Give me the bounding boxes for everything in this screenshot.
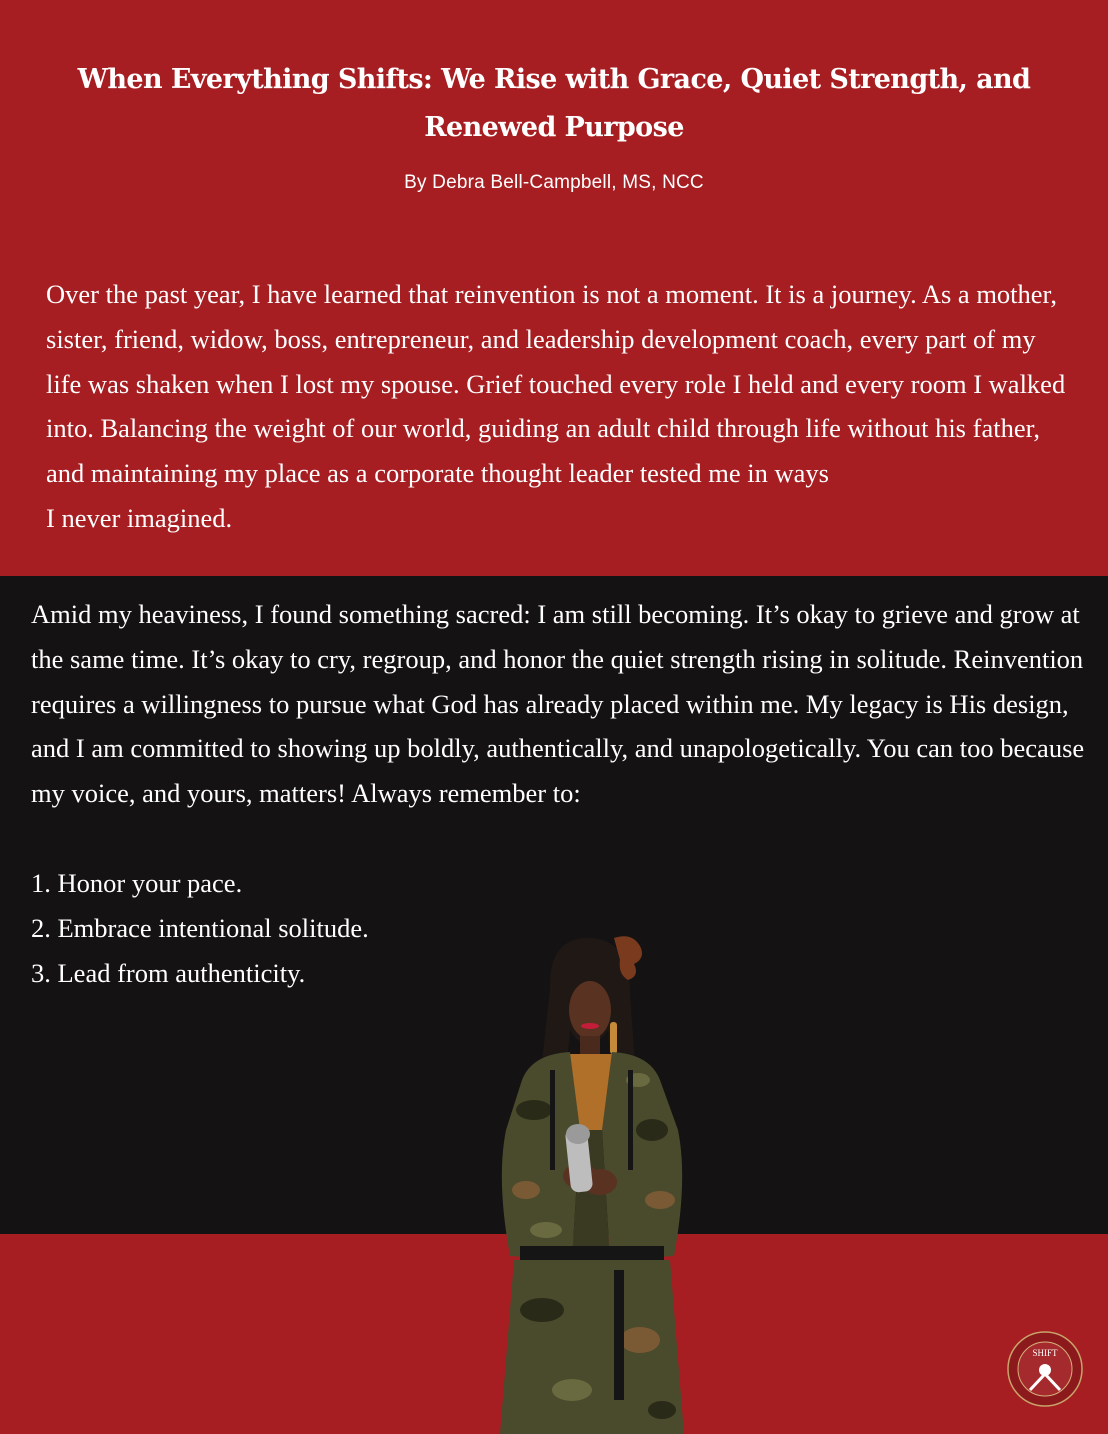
author-photo	[462, 930, 702, 1434]
shift-logo	[1006, 1330, 1084, 1408]
intro-paragraph-main: Over the past year, I have learned that reinvention is not a moment. It is a journey. As a mother, sister, friend, widow, boss, entrepreneur, and leadership development coach, every part of my life was shaken when I lost my spouse. Grief touched every role I held and every room I walked into. Balancing the weight of our world, guiding an adult child through life without his father, and maintaining my place as a corporate thought leader tested me in ways	[46, 279, 1066, 489]
seal-text: SHIFT	[1032, 1348, 1058, 1358]
tips-list	[31, 861, 369, 995]
reflection-paragraph: Amid my heaviness, I found something sacred: I am still becoming. It’s okay to grieve and grow at the same time. It’s okay to cry, regroup, and honor the quiet strength rising in solitude. Reinvention requires a willingness to pursue what God has already placed within me. My legacy is His design, and I am committed to showing up boldly, authentically, and unapologetically. You can too because my voice, and yours, matters! Always remember to:	[31, 599, 1085, 809]
tip-item: 1. Honor your pace.	[31, 868, 243, 898]
intro-paragraph	[46, 272, 1076, 541]
tip-item: 2. Embrace intentional solitude.	[31, 912, 369, 943]
intro-paragraph-end: I never imagined.	[46, 502, 233, 533]
author-byline: By Debra Bell-Campbell, MS, NCC	[404, 172, 704, 193]
article-title: When Everything Shifts: We Rise with Grace, Quiet Strength, and Renewed Purpose	[77, 64, 1031, 143]
tip-item: 3. Lead from authenticity.	[31, 957, 306, 988]
